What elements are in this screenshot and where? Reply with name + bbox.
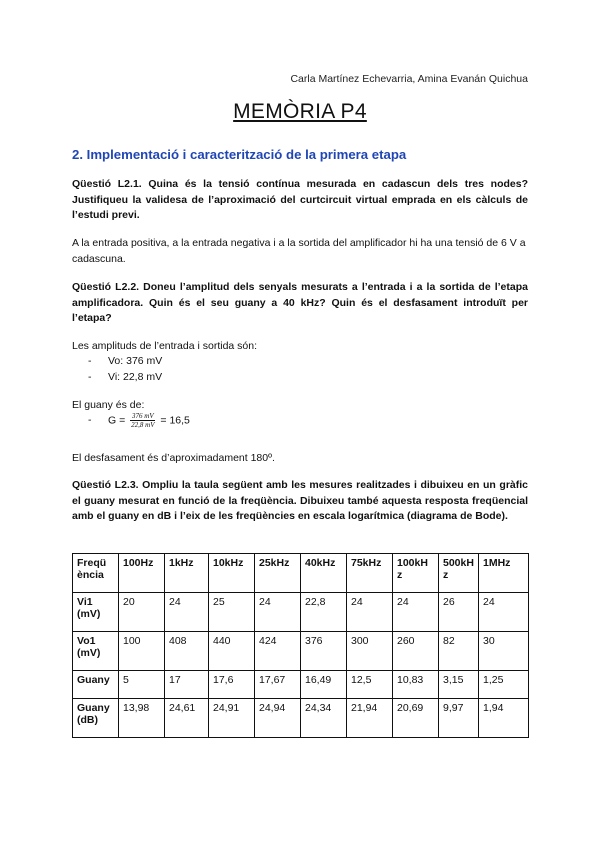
table-header-cell: 100kH z [393, 554, 439, 593]
gain-prefix: G = [108, 414, 126, 427]
table-cell: 3,15 [439, 671, 479, 699]
gain-fraction [130, 412, 155, 429]
table-cell: 17 [165, 671, 209, 699]
table-header-cell: 100Hz [119, 554, 165, 593]
amplitudes-intro: Les amplituds de l’entrada i sortida són: [72, 340, 258, 352]
table-cell: 20 [119, 593, 165, 632]
gain-result: = 16,5 [160, 414, 190, 427]
table-cell: 24,94 [255, 699, 301, 738]
gain-denominator: 22,8 mV [131, 421, 155, 429]
table-row [73, 699, 529, 738]
table-header-cell: 75kHz [347, 554, 393, 593]
table-cell: 260 [393, 632, 439, 671]
gain-intro: El guany és de: [72, 399, 145, 411]
table-header-cell: 1kHz [165, 554, 209, 593]
table-cell: 24,34 [301, 699, 347, 738]
table-cell: 9,97 [439, 699, 479, 738]
row-label: Vi1 (mV) [73, 593, 119, 632]
table-header-cell: Freqü ència [73, 554, 119, 593]
table-cell: 20,69 [393, 699, 439, 738]
table-cell: 16,49 [301, 671, 347, 699]
section-title: 2. Implementació i caracterització de la primera etapa [72, 147, 407, 162]
gain-numerator: 376 mV [132, 412, 154, 420]
table-cell: 408 [165, 632, 209, 671]
table-cell: 376 [301, 632, 347, 671]
table-header-cell: 500kH z [439, 554, 479, 593]
table-cell: 17,6 [209, 671, 255, 699]
table-cell: 424 [255, 632, 301, 671]
page-title: MEMÒRIA P4 [233, 100, 367, 123]
table-header-cell: 10kHz [209, 554, 255, 593]
table-cell: 440 [209, 632, 255, 671]
table-cell: 82 [439, 632, 479, 671]
table-header-row [73, 554, 529, 593]
table-cell: 22,8 [301, 593, 347, 632]
table-cell: 24 [347, 593, 393, 632]
table-row [73, 671, 529, 699]
table-cell: 5 [119, 671, 165, 699]
table-cell: 24 [479, 593, 529, 632]
table-cell: 1,25 [479, 671, 529, 699]
table-cell: 1,94 [479, 699, 529, 738]
gain-formula: - G = $\frac{376 mV}{22,8 mV}$ = 16,5 [88, 412, 190, 429]
table-cell: 10,83 [393, 671, 439, 699]
table-header-cell: 1MHz [479, 554, 529, 593]
table-cell: 100 [119, 632, 165, 671]
table-cell: 30 [479, 632, 529, 671]
table-cell: 13,98 [119, 699, 165, 738]
table-cell: 24 [393, 593, 439, 632]
table-cell: 25 [209, 593, 255, 632]
row-label: Guany (dB) [73, 699, 119, 738]
question-l2-2: Qüestió L2.2. Doneu l’amplitud dels senyals mesurats a l’entrada i a la sortida de l’etapa amplificadora. Quin és el seu guany a 40 kHz? Quin és el desfasament introduït per l’etapa? [72, 281, 528, 324]
bullet-vi: Vi: 22,8 mV [108, 371, 163, 383]
table-cell: 24,61 [165, 699, 209, 738]
table-cell: 21,94 [347, 699, 393, 738]
authors-header: Carla Martínez Echevarria, Amina Evanán Quichua [290, 73, 528, 85]
table-row [73, 632, 529, 671]
table-row [73, 593, 529, 632]
row-label: Guany [73, 671, 119, 699]
measurements-table [72, 553, 529, 738]
table-cell: 17,67 [255, 671, 301, 699]
phase-text: El desfasament és d’aproximadament 180º. [72, 452, 275, 464]
table-cell: 24 [255, 593, 301, 632]
table-cell: 24 [165, 593, 209, 632]
question-l2-3: Qüestió L2.3. Ompliu la taula següent amb les mesures realitzades i dibuixeu en un gràfic el guany mesurat en funció de la freqüència. Dibuixeu també aquesta resposta freqüencial amb el guany en dB i l’eix de les freqüències en escala logarítmica (diagrama de Bode). [72, 479, 528, 522]
table-header-cell: 25kHz [255, 554, 301, 593]
table-cell: 26 [439, 593, 479, 632]
table-cell: 24,91 [209, 699, 255, 738]
row-label: Vo1 (mV) [73, 632, 119, 671]
list-item: - Vo: 376 mV [88, 355, 163, 367]
bullet-vo: Vo: 376 mV [108, 355, 163, 367]
table-header-cell: 40kHz [301, 554, 347, 593]
table-cell: 300 [347, 632, 393, 671]
answer-l2-1: A la entrada positiva, a la entrada negativa i a la sortida del amplificador hi ha una tensió de 6 V a cadascuna. [72, 237, 526, 265]
table-cell: 12,5 [347, 671, 393, 699]
list-item: - Vi: 22,8 mV [88, 371, 163, 383]
question-l2-1: Qüestió L2.1. Quina és la tensió contínua mesurada en cadascun dels tres nodes? Justifiqueu la validesa de l’aproximació del curtcircuit virtual emprada en els càlculs de l’estudi previ. [72, 178, 528, 221]
